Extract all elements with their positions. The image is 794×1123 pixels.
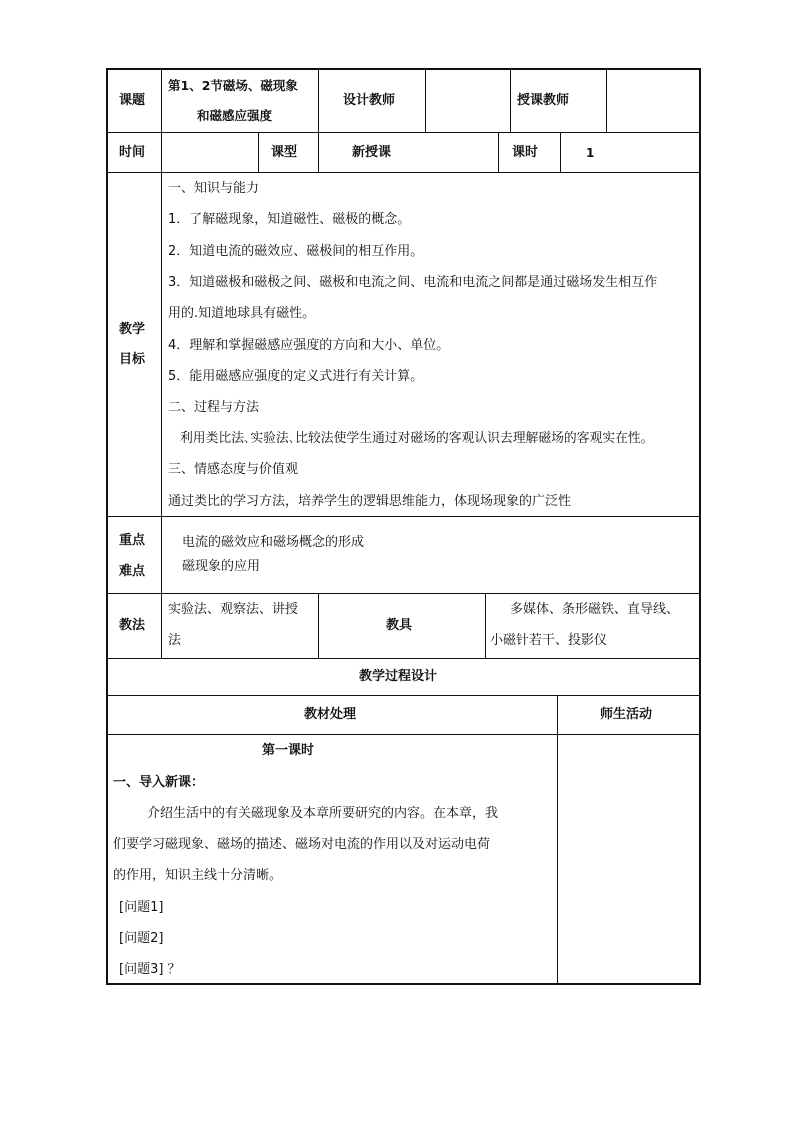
objective-line: 5．能用磁感应强度的定义式进行有关计算。 [168,369,424,384]
col-divider [485,593,486,659]
col-divider [606,68,607,133]
col-divider [425,68,426,133]
objectives-label-line1: 教学 [119,322,146,337]
row-divider [106,516,701,517]
teacher-label: 授课教师 [517,93,570,108]
key-points-label-line2: 难点 [119,564,146,579]
objective-line: 用的.知道地球具有磁性。 [168,306,316,321]
subject-title-line2: 和磁感应强度 [197,108,273,123]
row-divider [106,658,701,659]
objectives-label-line2: 目标 [119,352,146,367]
subject-title-line1: 第1、2节磁场、磁现象 [168,78,298,93]
key-points-label-line1: 重点 [119,533,146,548]
tools-value-line2: 小磁针若干、投影仪 [490,633,608,648]
hours-value: 1 [586,146,595,160]
objective-line: 三、情感态度与价值观 [168,462,299,477]
col-divider [498,132,499,173]
row-divider [106,132,701,133]
key-point-line: 磁现象的应用 [182,559,261,574]
col-divider [560,132,561,173]
objective-line: 一、知识与能力 [168,181,260,196]
time-label: 时间 [119,145,146,160]
col-divider [161,68,162,658]
tools-label: 教具 [386,618,413,633]
type-value: 新授课 [352,145,392,160]
objective-line: 3．知道磁极和磁极之间、磁极和电流之间、电流和电流之间都是通过磁场发生相互作 [168,275,658,290]
col-divider [318,132,319,173]
objective-line: 利用类比法､实验法､比较法使学生通过对磁场的客观认识去理解磁场的客观实在性。 [180,431,654,446]
activity-header: 师生活动 [600,707,653,722]
paragraph-line: 们要学习磁现象、磁场的描述、磁场对电流的作用以及对运动电荷 [113,837,491,852]
col-divider [557,695,558,985]
methods-label: 教法 [119,618,146,633]
methods-value-line2: 法 [168,633,182,648]
hours-label: 课时 [512,145,539,160]
col-divider [318,68,319,133]
col-divider [318,593,319,659]
col-divider [258,132,259,173]
type-label: 课型 [271,145,298,160]
row-divider [106,172,701,173]
objective-line: 二、过程与方法 [168,400,260,415]
methods-value-line1: 实验法、观察法、讲授 [168,602,299,617]
question-item: [问题1] [119,900,164,915]
objective-line: 1．了解磁现象，知道磁性、磁极的概念。 [168,212,411,227]
material-header: 教材处理 [304,707,357,722]
paragraph-line: 介绍生活中的有关磁现象及本章所要研究的内容。在本章，我 [147,806,499,821]
question-item: [问题2] [119,931,164,946]
row-divider [106,734,701,735]
question-item: [问题3] ？ [119,962,181,977]
section-heading: 一、导入新课： [113,775,205,790]
objective-line: 4．理解和掌握磁感应强度的方向和大小、单位。 [168,338,450,353]
subject-label: 课题 [119,93,146,108]
col-divider [510,68,511,133]
lesson-title: 第一课时 [262,743,315,758]
tools-value-line1: 多媒体、条形磁铁、直导线、 [510,602,680,617]
paragraph-line: 的作用，知识主线十分清晰。 [113,868,283,883]
key-point-line: 电流的磁效应和磁场概念的形成 [182,535,365,550]
row-divider [106,593,701,594]
objective-line: 2．知道电流的磁效应、磁极间的相互作用。 [168,244,424,259]
designer-label: 设计教师 [343,93,396,108]
row-divider [106,695,701,696]
process-title: 教学过程设计 [359,669,438,684]
objective-line: 通过类比的学习方法，培养学生的逻辑思维能力，体现场现象的广泛性 [168,494,572,509]
